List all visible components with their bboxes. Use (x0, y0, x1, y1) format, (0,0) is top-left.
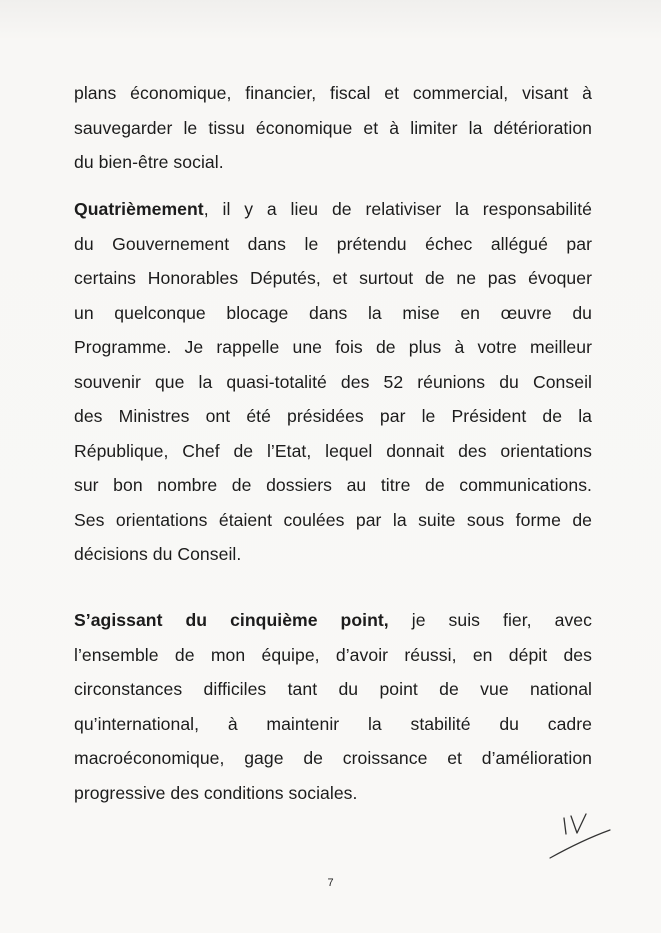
bold-lead: Quatrièmement (74, 199, 204, 219)
paragraph-line: des Ministres ont été présidées par le Président de la (74, 406, 592, 426)
paragraph-line: souvenir que la quasi-totalité des 52 réunions du Conseil (74, 371, 592, 392)
bold-lead: S’agissant du cinquième point, (74, 610, 389, 630)
lead-rest: , il y a lieu de relativiser la responsabilité (203, 199, 592, 219)
paragraph-line: circonstances difficiles tant du point de vue national (74, 679, 592, 699)
paragraph-line: République, Chef de l’Etat, lequel donnait des orientations (74, 440, 592, 461)
paragraph-line: qu’international, à maintenir la stabilité du cadre (74, 713, 592, 734)
paragraph-line: sur bon nombre de dossiers au titre de communications. (74, 475, 592, 495)
paragraph-line: Programme. Je rappelle une fois de plus à votre meilleur (74, 337, 592, 357)
paragraph-line: l’ensemble de mon équipe, d’avoir réussi, en dépit des (74, 644, 592, 665)
paragraph-lead-line (74, 603, 592, 638)
paragraph-lead-line (74, 192, 592, 227)
paragraph-line: du Gouvernement dans le prétendu échec allégué par (74, 233, 592, 254)
paragraph-2 (74, 192, 592, 572)
paragraph-line: décisions du Conseil. (74, 544, 242, 564)
paragraph-line: plans économique, financier, fiscal et commercial, visant à (74, 83, 592, 103)
paragraph-line: sauvegarder le tissu économique et à limiter la détérioration (74, 117, 592, 138)
paragraph-1 (74, 76, 592, 180)
paragraph-line: Ses orientations étaient coulées par la suite sous forme de (74, 509, 592, 530)
page-number: 7 (327, 877, 334, 889)
lead-rest: je suis fier, avec (388, 610, 592, 630)
paragraph-line: un quelconque blocage dans la mise en œuvre du (74, 302, 592, 323)
paragraph-line: progressive des conditions sociales. (74, 782, 358, 803)
handwritten-initials-icon (540, 800, 620, 870)
paragraph-line: macroéconomique, gage de croissance et d’amélioration (74, 748, 592, 768)
paragraph-line: certains Honorables Députés, et surtout de ne pas évoquer (74, 268, 592, 288)
paragraph-line: du bien-être social. (74, 152, 224, 172)
paragraph-3 (74, 603, 592, 810)
